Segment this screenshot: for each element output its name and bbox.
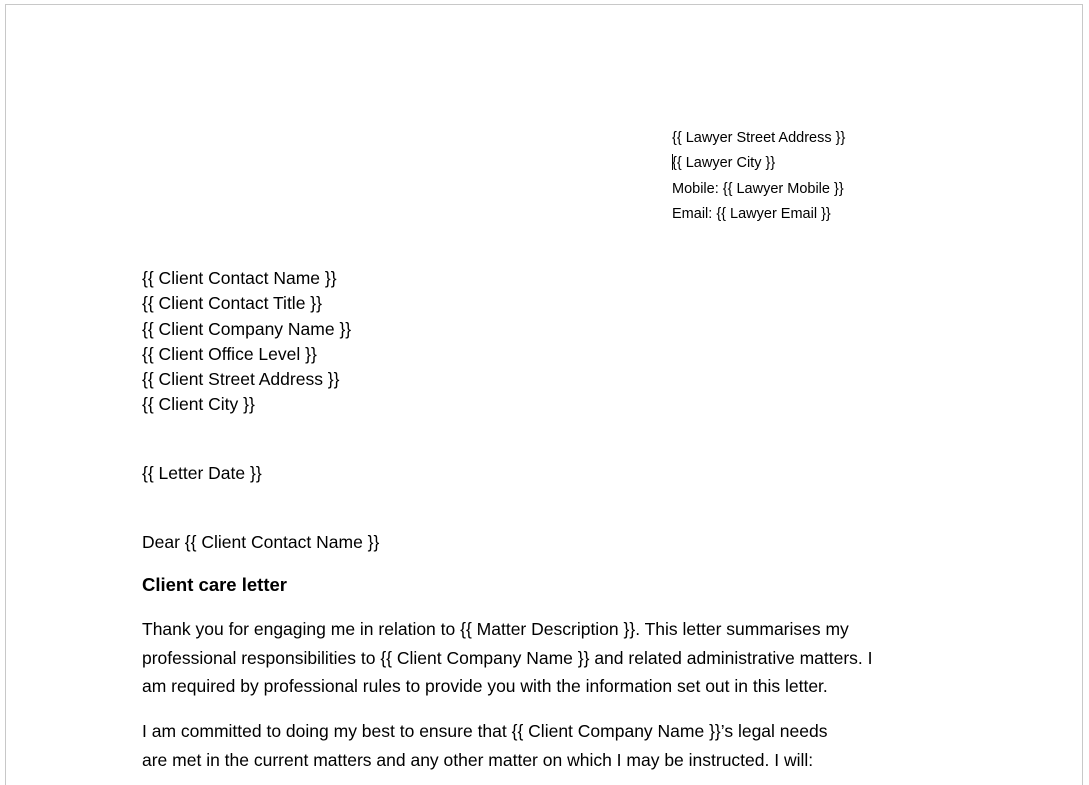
- client-address-block: [142, 266, 351, 418]
- letter-heading: Client care letter: [142, 574, 287, 595]
- document-page[interactable]: [5, 4, 1083, 785]
- client-company-name: {{ Client Company Name }}: [142, 318, 352, 339]
- paragraph-line: are met in the current matters and any other matter on which I may be instructed. I will:: [142, 749, 814, 770]
- paragraph-line: Thank you for engaging me in relation to {{ Matter Description }}. This letter summarises my: [142, 619, 849, 639]
- paragraph-commitment: [142, 717, 827, 774]
- client-contact-title: {{ Client Contact Title }}: [142, 293, 322, 314]
- client-street-address: {{ Client Street Address }}: [142, 369, 340, 390]
- salutation: Dear {{ Client Contact Name }}: [142, 532, 380, 552]
- letter-date: {{ Letter Date }}: [142, 463, 262, 483]
- paragraph-line: professional responsibilities to {{ Client Company Name }} and related administrative matters. I: [142, 647, 873, 668]
- paragraph-engagement: [142, 615, 873, 701]
- lawyer-address-block: [672, 126, 845, 227]
- lawyer-street-address: {{ Lawyer Street Address }}: [672, 130, 846, 146]
- lawyer-email: Email: {{ Lawyer Email }}: [672, 205, 831, 222]
- lawyer-city: {{ Lawyer City }}: [672, 155, 776, 172]
- client-office-level: {{ Client Office Level }}: [142, 343, 317, 364]
- paragraph-line: I am committed to doing my best to ensure that {{ Client Company Name }}’s legal needs: [142, 721, 828, 741]
- client-city: {{ Client City }}: [142, 394, 255, 415]
- lawyer-city-line: [672, 151, 845, 176]
- client-contact-name: {{ Client Contact Name }}: [142, 268, 337, 288]
- paragraph-line: am required by professional rules to provide you with the information set out in this letter.: [142, 676, 828, 697]
- lawyer-mobile: Mobile: {{ Lawyer Mobile }}: [672, 180, 844, 197]
